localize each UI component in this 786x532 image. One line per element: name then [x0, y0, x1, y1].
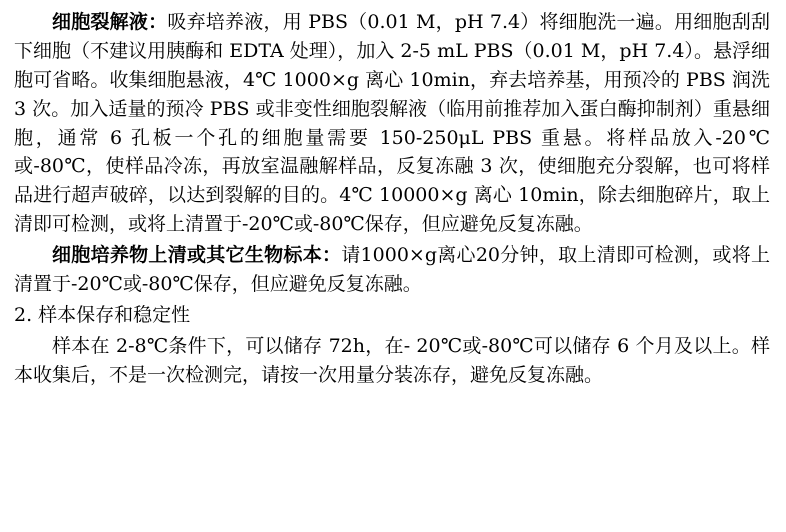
heading-culture-supernatant: 细胞培养物上清或其它生物标本： [52, 244, 342, 266]
body-culture-supernatant: 请1000×g离心20分钟，取上清即可检测，或将上清置于-20℃或-80℃保存，但应避免反复冻融。 [14, 244, 770, 295]
subheading-sample-storage: 2. 样本保存和稳定性 [14, 303, 191, 326]
paragraph-storage-stability: 样本在 2-8℃条件下，可以储存 72h，在- 20℃或-80℃可以储存 6 个月及以上。样本收集后，不是一次检测完，请按一次用量分装冻存，避免反复冻融。 [14, 334, 770, 386]
heading-cell-lysate: 细胞裂解液： [52, 11, 168, 33]
paragraph-cell-lysate [14, 8, 770, 239]
paragraph-culture-supernatant [14, 241, 770, 299]
body-cell-lysate: 吸弃培养液，用 PBS（0.01 M，pH 7.4）将细胞洗一遍。用细胞刮刮下细胞（不建议用胰酶和 EDTA 处理），加入 2-5 mL PBS（0.01 M，pH 7.4）。悬浮细胞可省略。收集细胞悬液，4℃ 1000×g 离心 10min，弃去培养基，用预冷的 PBS 润洗 3 次。加入适量的预冷 PBS 或非变性细胞裂解液（临用前推荐加入蛋白酶抑制剂）重悬细胞，通常 6 孔板一个孔的细胞量需要 150-250μL PBS 重悬。将样品放入-20℃或-80℃，使样品冷冻，再放室温融解样品，反复冻融 3 次，使细胞充分裂解，也可将样品进行超声破碎，以达到裂解的目的。4℃ 10000×g 离心 10min，除去细胞碎片，取上清即可检测，或将上清置于-20℃或-80℃保存，但应避免反复冻融。 [14, 11, 770, 236]
